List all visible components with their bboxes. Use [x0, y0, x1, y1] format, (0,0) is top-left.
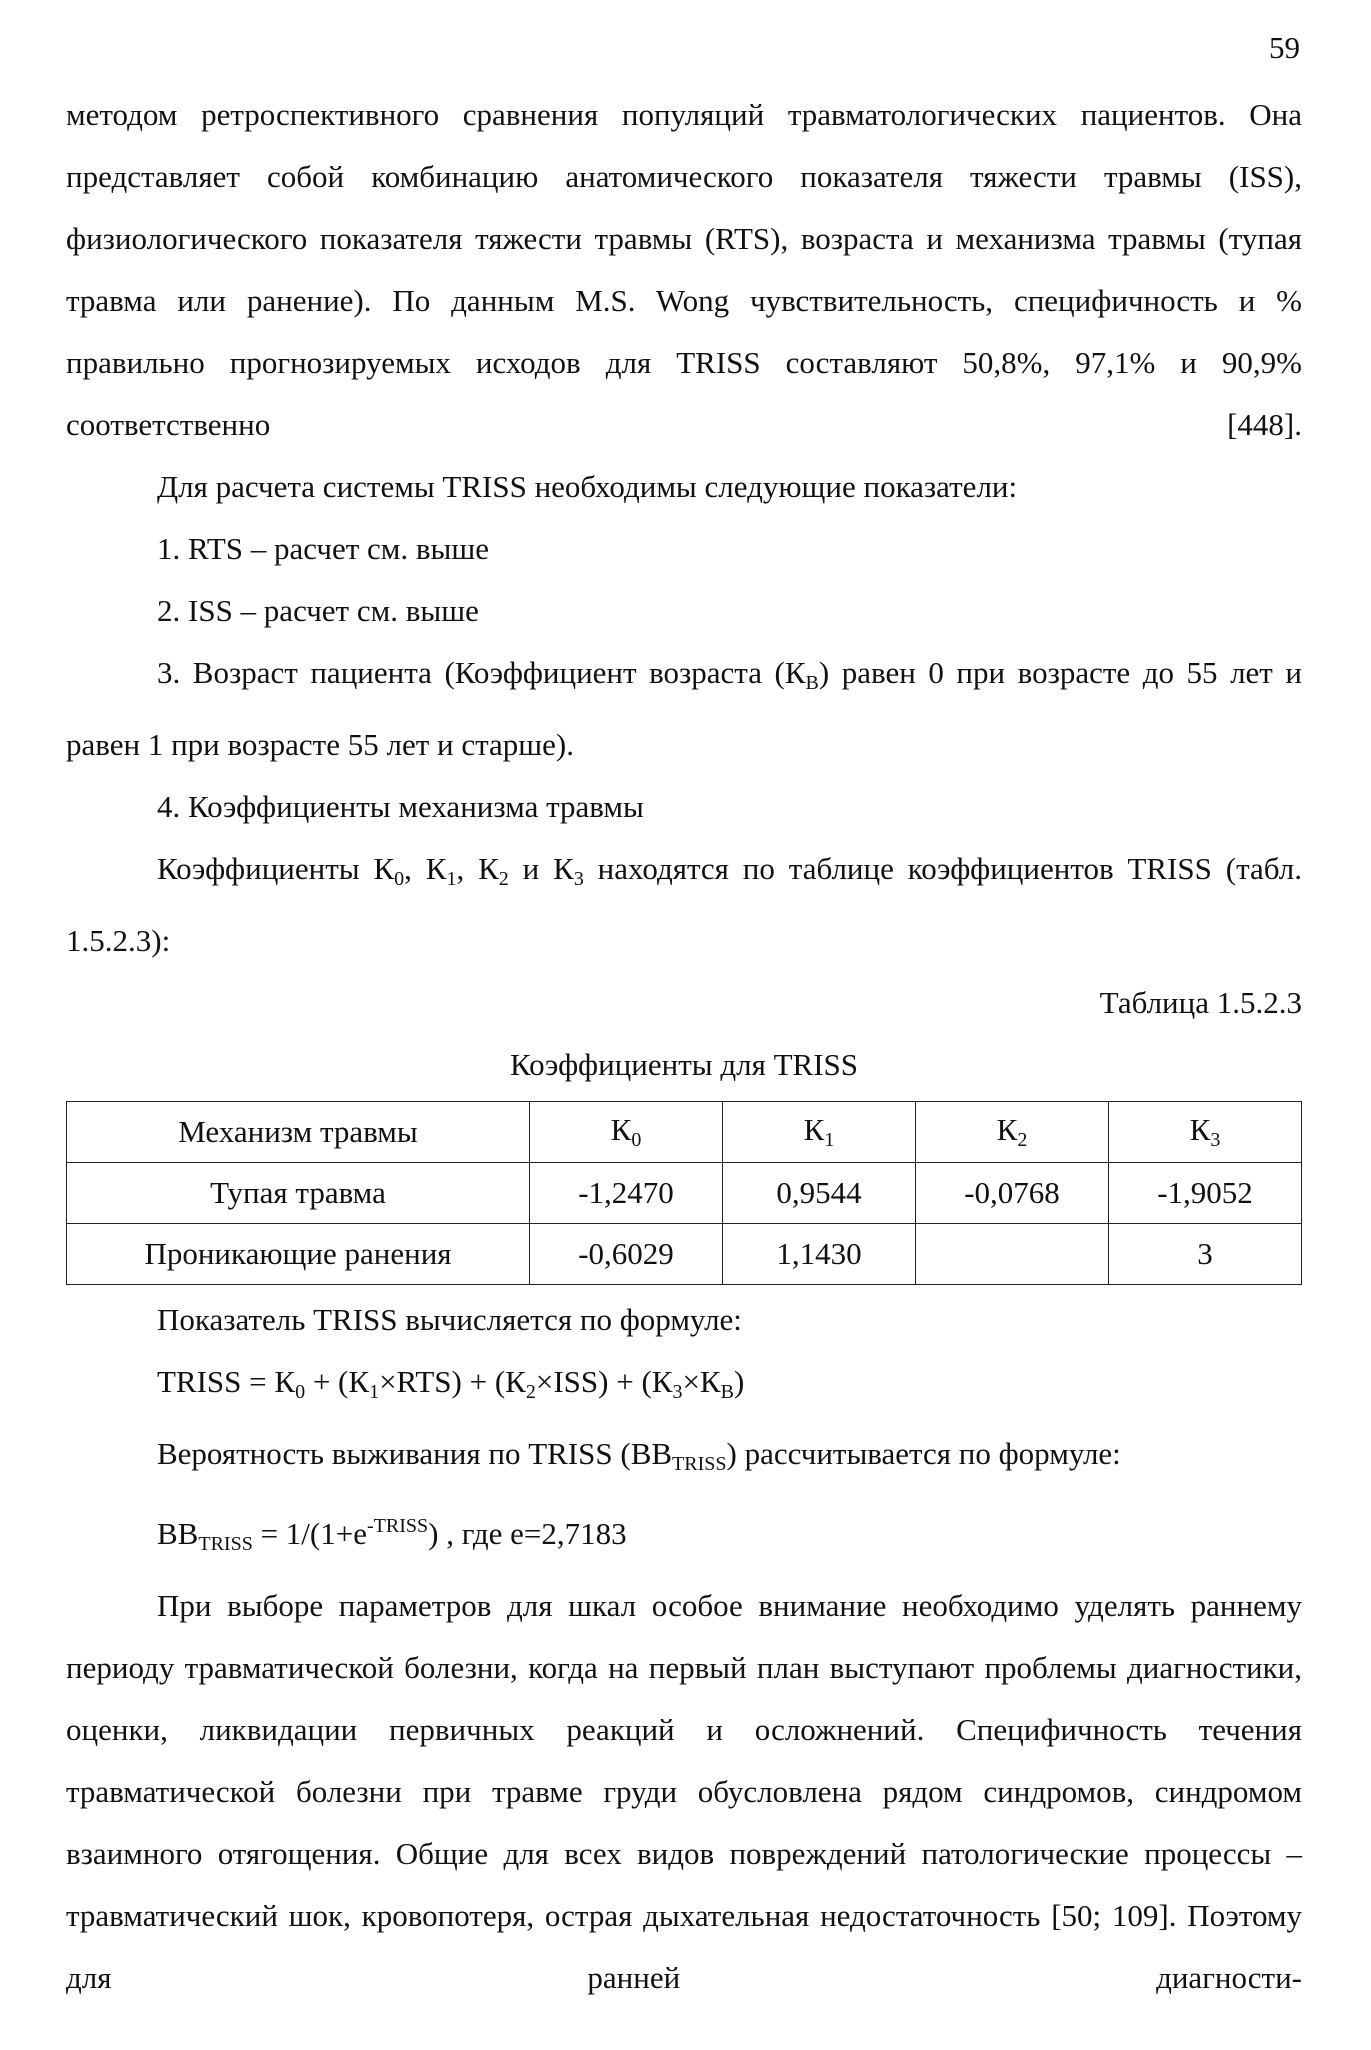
triss-formula-sub: 1: [369, 1381, 380, 1403]
header-k1-sub: 1: [824, 1129, 835, 1151]
triss-formula-intro: Показатель TRISS вычисляется по формуле:: [157, 1302, 742, 1337]
list-item-age-text-b: ) равен 0 при возрасте до 55 лет и равен 1 при возрасте 55 лет и старше).: [66, 655, 1302, 762]
cell-k0: -0,6029: [530, 1224, 723, 1285]
list-item-rts: 1. RTS – расчет см. выше: [157, 531, 490, 566]
survival-formula-part: = 1/(1+е: [252, 1516, 367, 1551]
survival-formula-part: ) , где е=2,7183: [428, 1516, 627, 1551]
coef-sub-3: 3: [573, 868, 584, 890]
table-number-label: Таблица 1.5.2.3: [1099, 985, 1302, 1020]
triss-formula-sub: В: [720, 1381, 734, 1403]
coefficients-paragraph: [66, 838, 1302, 972]
header-k1: [723, 1102, 916, 1163]
table-row: [67, 1163, 1302, 1224]
cell-k2: [916, 1224, 1109, 1285]
table-row: [67, 1224, 1302, 1285]
list-intro: Для расчета системы TRISS необходимы следующие показатели:: [157, 469, 1018, 504]
intro-paragraph: методом ретроспективного сравнения популяций травматологических пациентов. Она представляет собой комбинацию анатомического показателя тяжести травмы (ISS), физиологического показателя тяжести травмы (RTS), возраста и механизма травмы (тупая травма или ранение). По данным M.S. Wong чувствительность, специфичность и % правильно прогнозируемых исходов для TRISS составляют 50,8%, 97,1% и 90,9% соответственно [448].: [66, 97, 1302, 442]
survival-intro: [66, 1423, 1302, 1495]
triss-formula-part: ): [733, 1364, 745, 1399]
coef-text-2: , К: [404, 851, 447, 886]
coef-text-1: Коэффициенты К: [157, 851, 395, 886]
table-header-row: [67, 1102, 1302, 1163]
cell-mechanism: Тупая травма: [67, 1163, 530, 1224]
page-number: 59: [1269, 30, 1300, 65]
coef-text-3: , К: [456, 851, 499, 886]
header-k3-sub: 3: [1210, 1129, 1221, 1151]
header-k2-sub: 2: [1017, 1129, 1028, 1151]
survival-formula-sup: -TRISS: [367, 1515, 429, 1537]
header-k1-letter: К: [803, 1112, 825, 1147]
header-k0-sub: 0: [631, 1129, 642, 1151]
survival-intro-sub: TRISS: [672, 1453, 727, 1475]
coef-text-5: находятся по таблице коэффициентов TRISS (табл. 1.5.2.3):: [66, 851, 1302, 958]
triss-formula-sub: 2: [525, 1381, 536, 1403]
triss-formula-sub: 0: [295, 1381, 306, 1403]
table-caption: Коэффициенты для TRISS: [509, 1047, 859, 1082]
header-k3: [1109, 1102, 1302, 1163]
triss-formula-part: ×RTS) + (К: [379, 1364, 526, 1399]
triss-formula-part: + (К: [305, 1364, 370, 1399]
cell-k1: 0,9544: [723, 1163, 916, 1224]
header-k2-letter: К: [996, 1112, 1018, 1147]
header-k2: [916, 1102, 1109, 1163]
survival-intro-part: Вероятность выживания по TRISS (ВВ: [157, 1436, 673, 1471]
coef-text-4: и К: [508, 851, 574, 886]
header-k0-letter: К: [610, 1112, 632, 1147]
cell-k1: 1,1430: [723, 1224, 916, 1285]
triss-formula-sub: 3: [672, 1381, 683, 1403]
cell-mechanism: Проникающие ранения: [67, 1224, 530, 1285]
survival-intro-part: ) рассчитывается по формуле:: [726, 1436, 1121, 1471]
triss-coefficients-table: [66, 1101, 1302, 1285]
list-item-age-text-a: 3. Возраст пациента (Коэффициент возраста (К: [157, 655, 806, 690]
coef-sub-1: 1: [446, 868, 457, 890]
coef-sub-0: 0: [394, 868, 405, 890]
list-item-age: [66, 642, 1302, 776]
header-mechanism: Механизм травмы: [67, 1102, 530, 1163]
header-k3-letter: К: [1189, 1112, 1211, 1147]
cell-k3: -1,9052: [1109, 1163, 1302, 1224]
cell-k2: -0,0768: [916, 1163, 1109, 1224]
header-k0: [530, 1102, 723, 1163]
triss-formula-part: TRISS = К: [157, 1364, 296, 1399]
triss-formula-part: ×ISS) + (К: [535, 1364, 673, 1399]
triss-formula: [66, 1351, 1302, 1423]
survival-formula-part: ВВ: [157, 1516, 199, 1551]
survival-formula-sub: TRISS: [198, 1533, 253, 1555]
cell-k0: -1,2470: [530, 1163, 723, 1224]
coef-sub-2: 2: [498, 868, 509, 890]
list-item-age-sub: В: [805, 672, 819, 694]
list-item-mechanism: 4. Коэффициенты механизма травмы: [157, 789, 644, 824]
survival-formula: [66, 1495, 1302, 1575]
page-content: [66, 84, 1302, 2009]
list-item-iss: 2. ISS – расчет см. выше: [157, 593, 479, 628]
cell-k3: 3: [1109, 1224, 1302, 1285]
triss-formula-part: ×К: [682, 1364, 721, 1399]
final-paragraph: При выборе параметров для шкал особое внимание необходимо уделять раннему периоду травматической болезни, когда на первый план выступают проблемы диагностики, оценки, ликвидации первичных реакций и осложнений. Специфичность течения травматической болезни при травме груди обусловлена рядом синдромов, синдромом взаимного отягощения. Общие для всех видов повреждений патологические процессы – травматический шок, кровопотеря, острая дыхательная недостаточность [50; 109]. Поэтому для ранней диагности-: [66, 1588, 1302, 1995]
